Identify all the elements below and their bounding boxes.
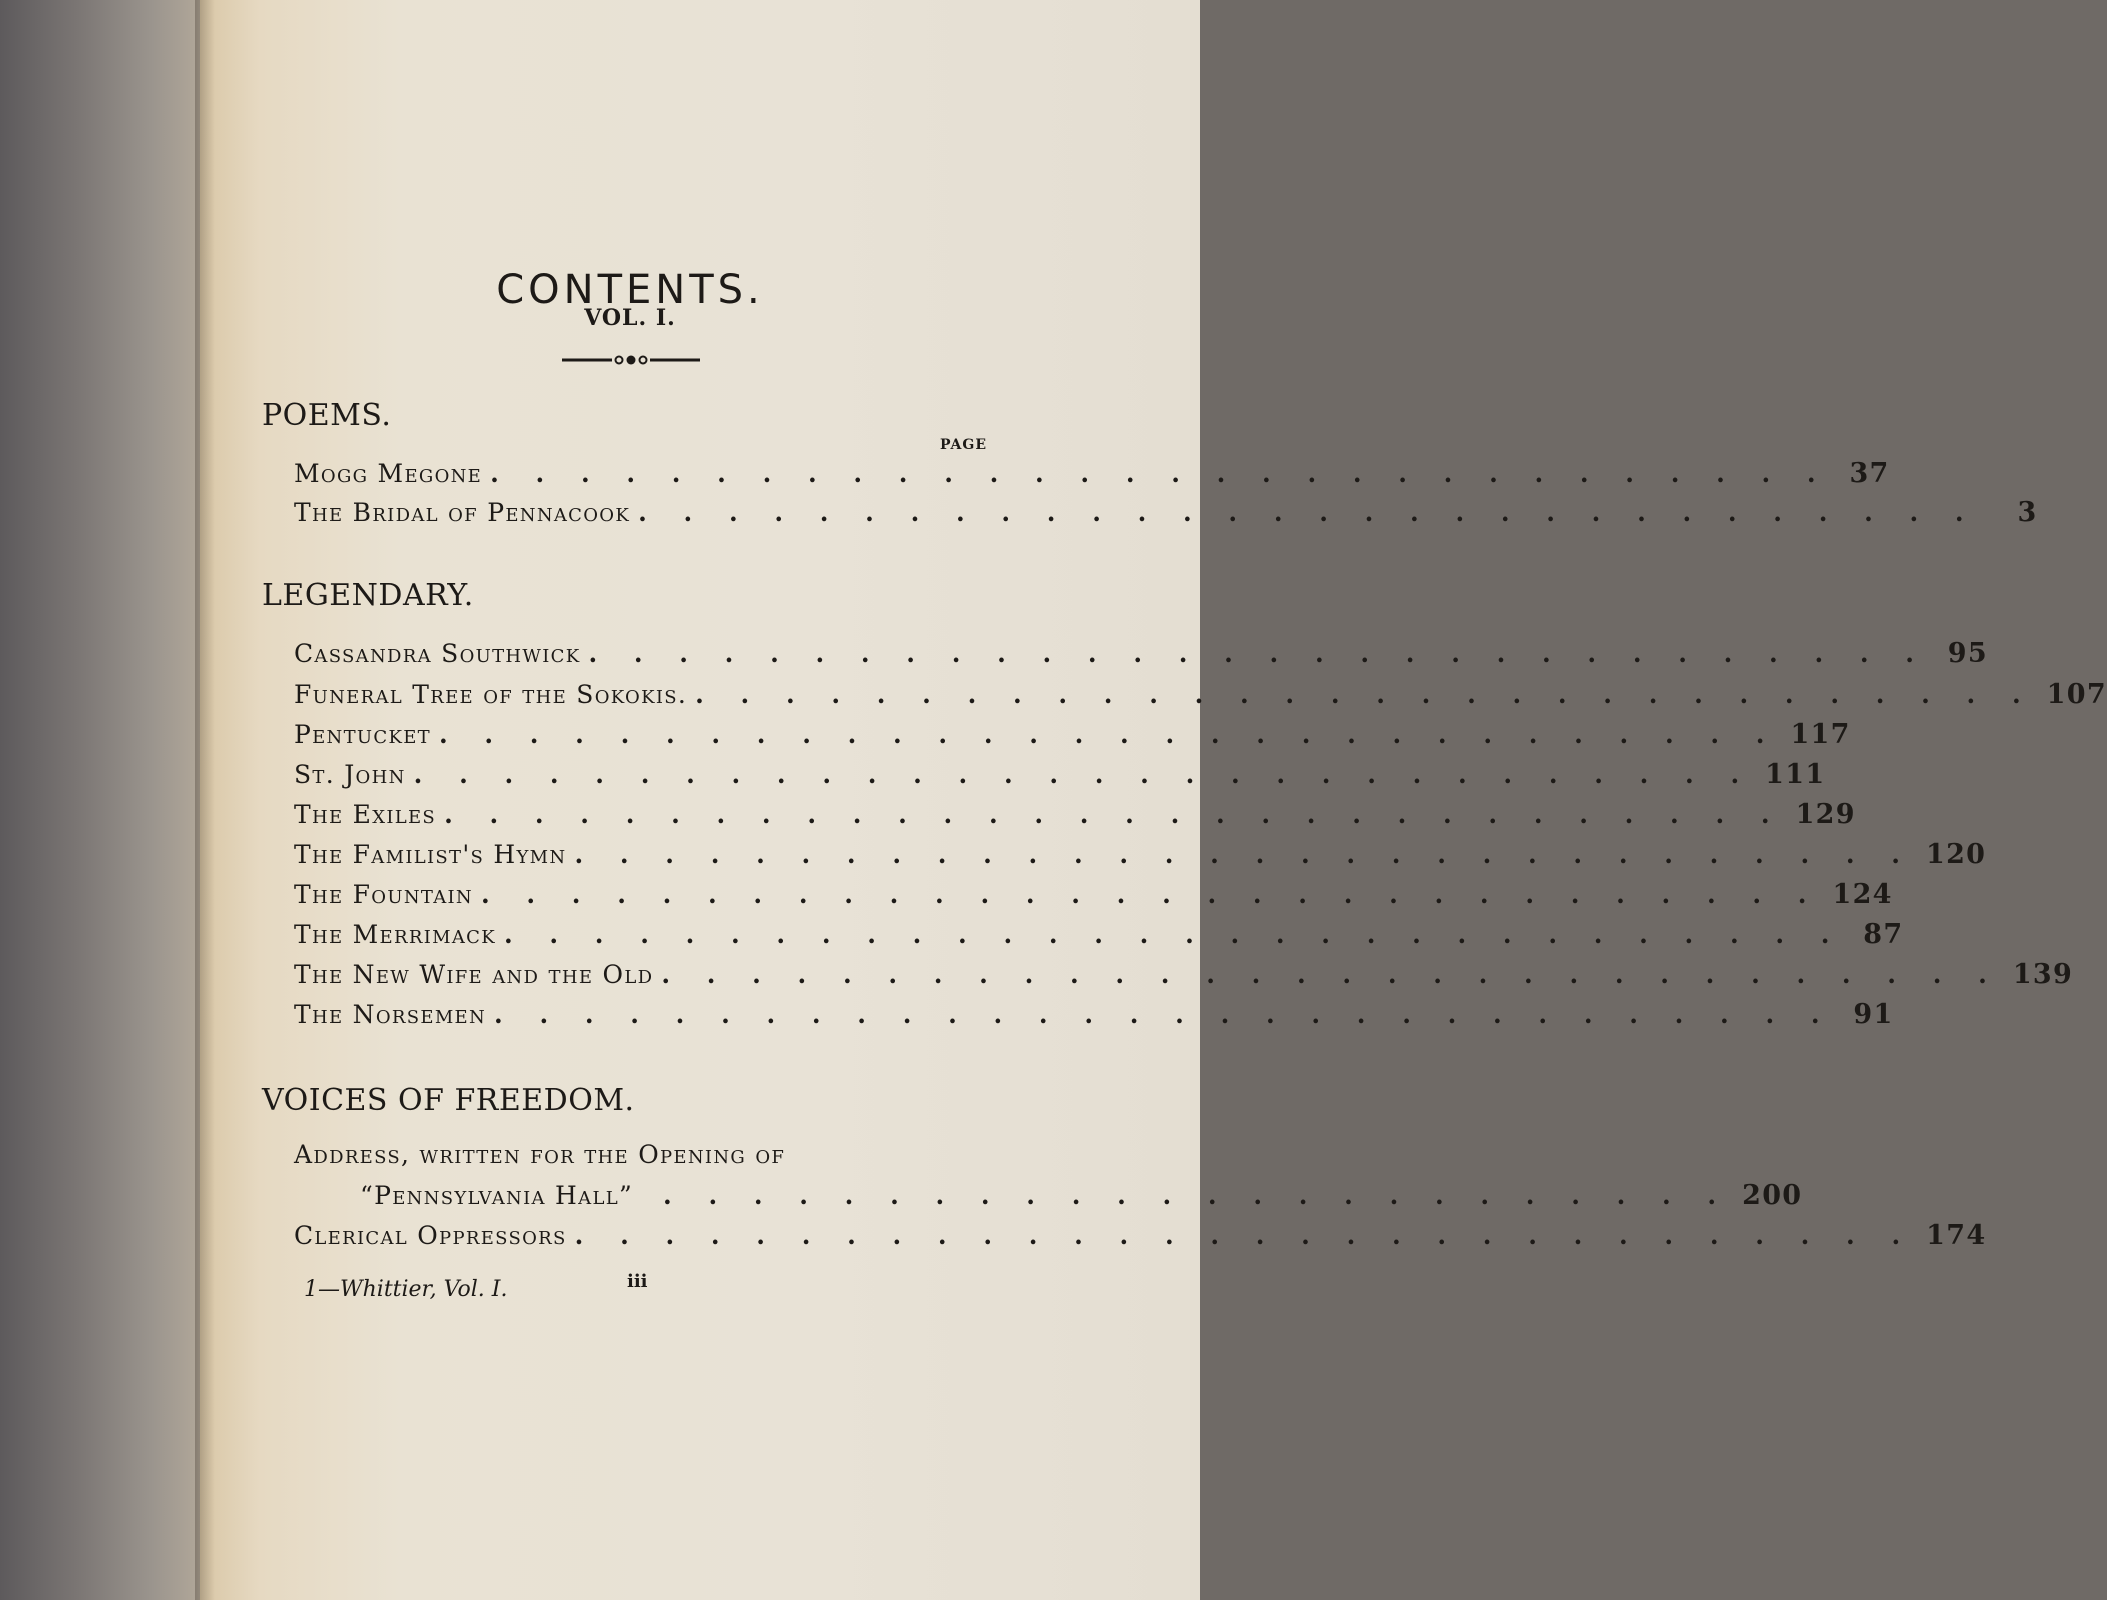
entry-title: The Exiles xyxy=(294,800,437,829)
toc-entry[interactable] xyxy=(294,638,1988,674)
entry-title: The Bridal of Pennacook xyxy=(294,498,631,527)
entry-title: Funeral Tree of the Sokokis. xyxy=(294,680,688,709)
toc-entry[interactable] xyxy=(294,839,1987,875)
entry-page: 37 xyxy=(1849,458,1890,489)
printer-signature: 1—Whittier, Vol. I. xyxy=(304,1277,508,1302)
section-heading-poems: POEMS. xyxy=(262,398,392,433)
entry-title: Clerical Oppressors xyxy=(294,1221,567,1250)
entry-title: Mogg Megone xyxy=(294,459,483,488)
toc-entry[interactable] xyxy=(294,679,2107,715)
toc-entry[interactable] xyxy=(294,799,1856,835)
toc-entry[interactable] xyxy=(294,759,1826,795)
dot-leader: . . . . . . . . . . . . . . . . . . . . . . . . . . . . . . xyxy=(503,920,1844,949)
toc-entry-continuation[interactable] xyxy=(360,1180,1803,1216)
toc-entry[interactable] xyxy=(294,879,1893,915)
entry-page: 111 xyxy=(1765,759,1826,790)
entry-page: 107 xyxy=(2046,679,2107,710)
dot-leader: . . . . . . . . . . . . . . . . . . . . . . . . . . . . . . xyxy=(480,880,1821,909)
dot-leader: . . . . . . . . . . . . . . . . . . . . . . . . . . . . . . xyxy=(661,960,2001,989)
dot-leader: . . . . . . . . . . . . . . . . . . . . . . . . . . . . . . xyxy=(695,680,2035,709)
entry-page: 174 xyxy=(1926,1220,1987,1251)
entry-page: 124 xyxy=(1832,879,1893,910)
entry-title: The Norsemen xyxy=(294,1000,487,1029)
entry-title: Cassandra Southwick xyxy=(294,639,581,668)
entry-title: Address, written for the Opening of xyxy=(294,1140,786,1169)
facing-page-shadow xyxy=(0,0,215,1600)
toc-entry[interactable] xyxy=(294,719,1851,755)
entry-page: 91 xyxy=(1853,999,1894,1030)
entry-page: 139 xyxy=(2012,959,2074,990)
entry-page: 87 xyxy=(1863,919,1904,950)
dot-leader: . . . . . . . . . . . . . . . . . . . . . . . . . . . . . . xyxy=(490,459,1830,488)
gutter-shade xyxy=(195,0,215,1600)
toc-entry[interactable] xyxy=(294,919,1904,955)
page-number: iii xyxy=(627,1271,648,1292)
dot-leader: . . . . . . . . . . . . . . . . . . . . . . . . . . . . . . xyxy=(574,840,1914,869)
entry-page: 95 xyxy=(1947,638,1988,669)
entry-page: 120 xyxy=(1925,839,1987,870)
toc-entry[interactable] xyxy=(294,959,2074,995)
section-heading-legendary: LEGENDARY. xyxy=(262,578,474,613)
dot-leader: . . . . . . . . . . . . . . . . . . . . . . . . . . . . . . xyxy=(494,1000,1834,1029)
entry-page: 3 xyxy=(2017,497,2038,528)
entry-page: 117 xyxy=(1790,719,1851,750)
entry-title: The Familist's Hymn xyxy=(294,840,567,869)
page-column-label: PAGE xyxy=(940,437,987,453)
toc-entry[interactable] xyxy=(294,1220,1987,1256)
volume-label: VOL. I. xyxy=(584,305,676,331)
toc-entry[interactable] xyxy=(294,999,1894,1035)
ornament-divider xyxy=(562,354,700,366)
page-title: CONTENTS. xyxy=(496,266,764,313)
dot-leader: . . . . . . . . . . . . . . . . . . . . . . . . . . . . . . xyxy=(588,639,1928,668)
toc-entry[interactable] xyxy=(294,458,1890,494)
dot-leader: . . . . . . . . . . . . . . . . . . . . . . . . . . . . . . xyxy=(413,760,1754,789)
dot-leader: . . . . . . . . . . . . . . . . . . . . . . . . xyxy=(663,1181,1731,1210)
dot-leader: . . . . . . . . . . . . . . . . . . . . . . . . . . . . . . xyxy=(444,800,1784,829)
toc-entry[interactable] xyxy=(294,497,2038,533)
entry-page: 200 xyxy=(1742,1180,1803,1211)
entry-title: The New Wife and the Old xyxy=(294,960,654,989)
entry-page: 129 xyxy=(1795,799,1856,830)
dot-leader: . . . . . . . . . . . . . . . . . . . . . . . . . . . . . . xyxy=(438,720,1779,749)
dot-leader: . . . . . . . . . . . . . . . . . . . . . . . . . . . . . . xyxy=(574,1221,1915,1250)
dot-leader: . . . . . . . . . . . . . . . . . . . . . . . . . . . . . . xyxy=(638,498,1978,527)
entry-title-continuation: “Pennsylvania Hall” xyxy=(360,1181,634,1210)
entry-title: St. John xyxy=(294,760,406,789)
toc-entry-first-line[interactable] xyxy=(294,1140,1004,1176)
entry-title: Pentucket xyxy=(294,720,431,749)
section-heading-voices-of-freedom: VOICES OF FREEDOM. xyxy=(262,1083,635,1118)
entry-title: The Merrimack xyxy=(294,920,496,949)
entry-title: The Fountain xyxy=(294,880,473,909)
